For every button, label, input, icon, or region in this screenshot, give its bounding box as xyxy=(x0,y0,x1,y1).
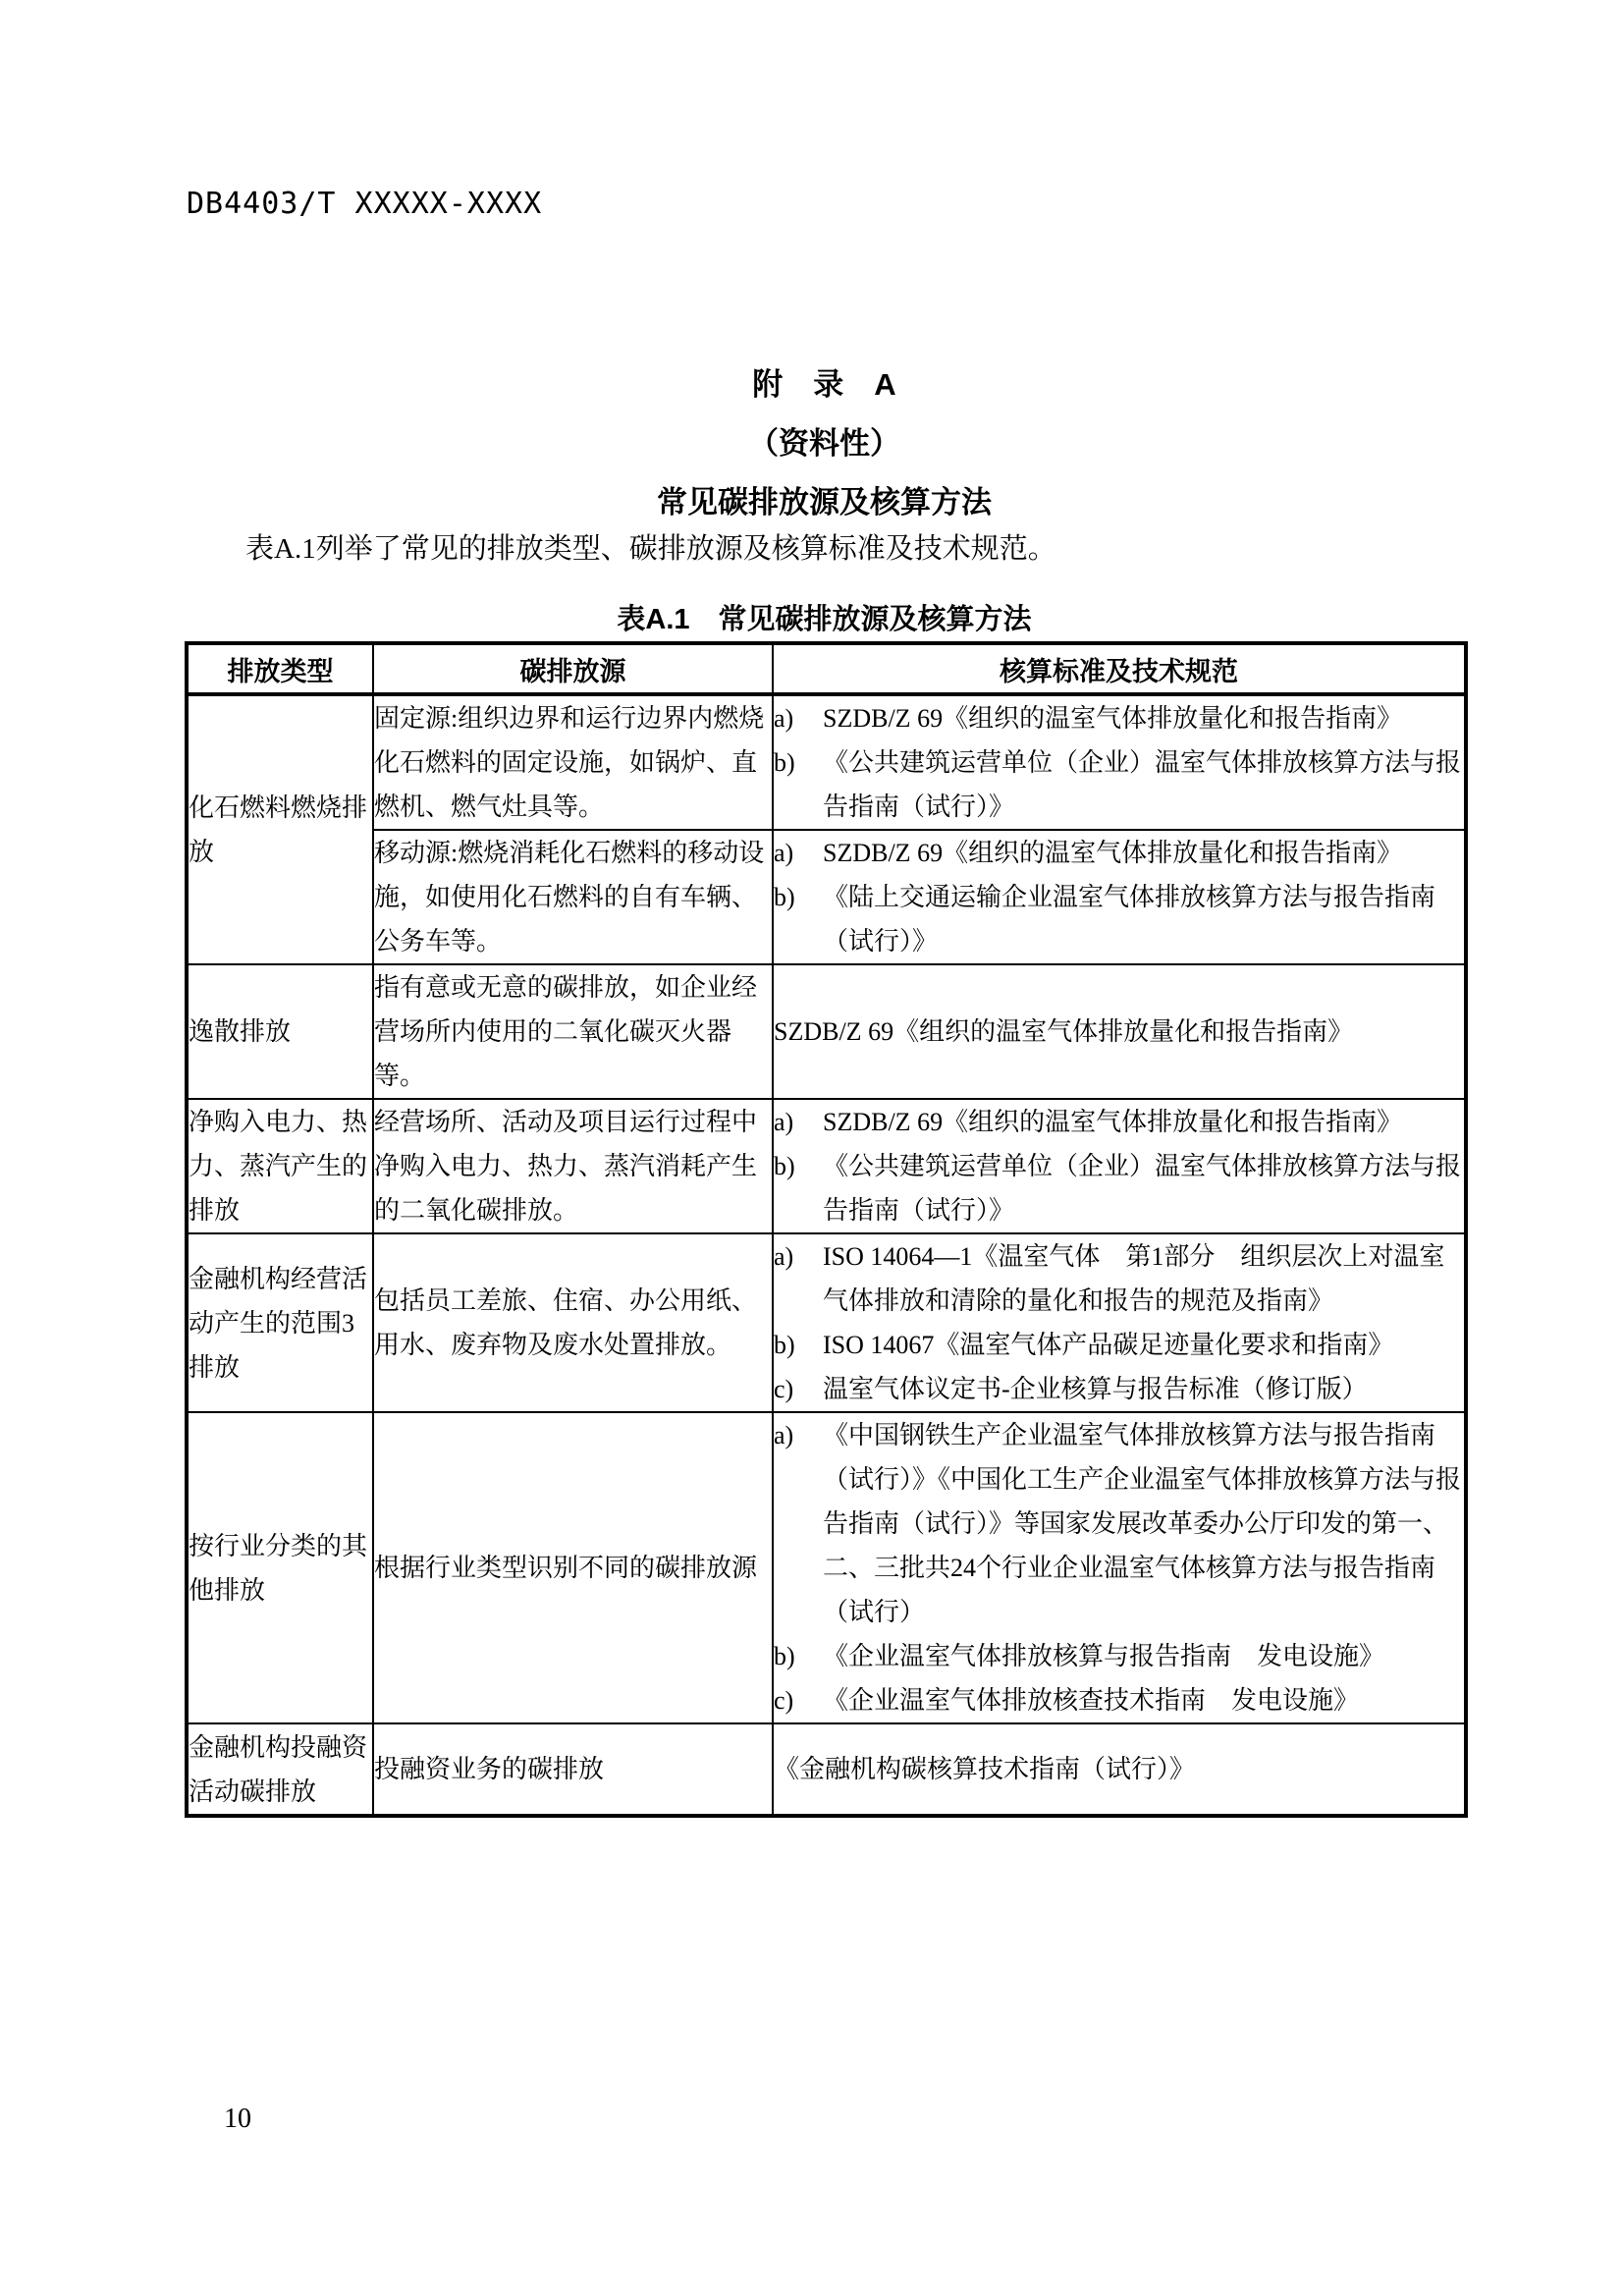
source-cell: 指有意或无意的碳排放，如企业经营场所内使用的二氧化碳灭火器等。 xyxy=(373,964,773,1099)
standard-item xyxy=(774,1367,1464,1411)
column-header-1: 碳排放源 xyxy=(373,643,773,694)
type-cell: 按行业分类的其他排放 xyxy=(187,1412,373,1723)
type-cell: 金融机构投融资活动碳排放 xyxy=(187,1723,373,1816)
standards-cell xyxy=(773,830,1466,964)
table-caption: 表A.1 常见碳排放源及核算方法 xyxy=(617,604,1032,635)
appendix-title-line2: （资料性） xyxy=(748,426,900,461)
standards-cell xyxy=(773,694,1466,830)
standard-item xyxy=(774,696,1464,740)
appendix-title-line1: 附 录 A xyxy=(752,367,896,402)
source-cell: 经营场所、活动及项目运行过程中净购入电力、热力、蒸汽消耗产生的二氧化碳排放。 xyxy=(373,1099,773,1233)
header-row xyxy=(187,643,1466,694)
standard-item-text: 《陆上交通运输企业温室气体排放核算方法与报告指南（试行）》 xyxy=(823,883,1436,956)
standard-item xyxy=(774,1234,1464,1323)
table-body xyxy=(187,694,1466,1816)
type-cell: 逸散排放 xyxy=(187,964,373,1099)
standard-item xyxy=(774,1323,1464,1367)
page-number: 10 xyxy=(224,2104,251,2134)
standard-item xyxy=(774,875,1464,963)
standards-cell: 《金融机构碳核算技术指南（试行）》 xyxy=(773,1723,1466,1816)
standard-item-label: a) xyxy=(774,1108,794,1136)
table-row xyxy=(187,1412,1466,1723)
standard-item-text: SZDB/Z 69《组织的温室气体排放量化和报告指南》 xyxy=(823,839,1403,867)
type-cell: 化石燃料燃烧排放 xyxy=(187,694,373,964)
standard-item-text: ISO 14064—1《温室气体 第1部分 组织层次上对温室气体排放和清除的量化和报告的规范及指南》 xyxy=(823,1242,1445,1315)
appendix-title-line3: 常见碳排放源及核算方法 xyxy=(657,485,992,519)
table-row xyxy=(187,1233,1466,1412)
standard-item xyxy=(774,1144,1464,1232)
standard-item-label: a) xyxy=(774,839,794,867)
standard-item-label: b) xyxy=(774,1152,795,1180)
table-row xyxy=(187,694,1466,830)
emission-table xyxy=(185,641,1468,1818)
standard-item-label: b) xyxy=(774,1642,795,1670)
doc-code: DB4403/T XXXXX-XXXX xyxy=(187,187,543,221)
standards-cell xyxy=(773,1099,1466,1233)
standard-item-label: c) xyxy=(774,1686,794,1715)
standard-item-text: ISO 14067《温室气体产品碳足迹量化要求和指南》 xyxy=(823,1331,1394,1359)
table-row xyxy=(187,964,1466,1099)
standard-item-label: a) xyxy=(774,704,794,733)
standard-item xyxy=(774,1634,1464,1678)
standards-cell xyxy=(773,1233,1466,1412)
source-cell: 根据行业类型识别不同的碳排放源 xyxy=(373,1412,773,1723)
table-row xyxy=(187,830,1466,964)
column-header-0: 排放类型 xyxy=(187,643,373,694)
column-header-2: 核算标准及技术规范 xyxy=(773,643,1466,694)
type-cell: 净购入电力、热力、蒸汽产生的排放 xyxy=(187,1099,373,1233)
standard-item-label: c) xyxy=(774,1375,794,1403)
standard-item xyxy=(774,1413,1464,1634)
standard-item-text: 《公共建筑运营单位（企业）温室气体排放核算方法与报告指南（试行）》 xyxy=(823,1152,1462,1225)
type-cell: 金融机构经营活动产生的范围3排放 xyxy=(187,1233,373,1412)
table-header-row xyxy=(187,643,1466,694)
standard-item-text: SZDB/Z 69《组织的温室气体排放量化和报告指南》 xyxy=(823,1108,1403,1136)
standards-cell xyxy=(773,1412,1466,1723)
standard-item-text: 《中国钢铁生产企业温室气体排放核算方法与报告指南（试行）》《中国化工生产企业温室气体排放核算方法与报告指南（试行）》等国家发展改革委办公厅印发的第一、二、三批共24个行业企业温室气体核算方法与报告指南（试行） xyxy=(823,1421,1462,1626)
intro-paragraph: 表A.1列举了常见的排放类型、碳排放源及核算标准及技术规范。 xyxy=(245,533,1056,565)
standard-item-text: 《企业温室气体排放核算与报告指南 发电设施》 xyxy=(823,1642,1385,1670)
source-cell: 包括员工差旅、住宿、办公用纸、用水、废弃物及废水处置排放。 xyxy=(373,1233,773,1412)
standard-item xyxy=(774,740,1464,829)
standard-item-text: SZDB/Z 69《组织的温室气体排放量化和报告指南》 xyxy=(823,704,1403,733)
source-cell: 固定源:组织边界和运行边界内燃烧化石燃料的固定设施，如锅炉、直燃机、燃气灶具等。 xyxy=(373,694,773,830)
standard-item-label: a) xyxy=(774,1242,794,1271)
standard-item-text: 温室气体议定书-企业核算与报告标准（修订版） xyxy=(823,1375,1368,1403)
standard-item-label: b) xyxy=(774,1331,795,1359)
standard-item-label: a) xyxy=(774,1421,794,1449)
table-row xyxy=(187,1723,1466,1816)
appendix-title xyxy=(185,355,1464,532)
standard-item-label: b) xyxy=(774,748,795,777)
standard-item-label: b) xyxy=(774,883,795,911)
standard-item xyxy=(774,1678,1464,1722)
standard-item-text: 《企业温室气体排放核查技术指南 发电设施》 xyxy=(823,1686,1360,1715)
source-cell: 移动源:燃烧消耗化石燃料的移动设施，如使用化石燃料的自有车辆、公务车等。 xyxy=(373,830,773,964)
standard-item xyxy=(774,1100,1464,1144)
table-row xyxy=(187,1099,1466,1233)
standard-item xyxy=(774,831,1464,875)
standards-cell: SZDB/Z 69《组织的温室气体排放量化和报告指南》 xyxy=(773,964,1466,1099)
source-cell: 投融资业务的碳排放 xyxy=(373,1723,773,1816)
standard-item-text: 《公共建筑运营单位（企业）温室气体排放核算方法与报告指南（试行）》 xyxy=(823,748,1462,821)
